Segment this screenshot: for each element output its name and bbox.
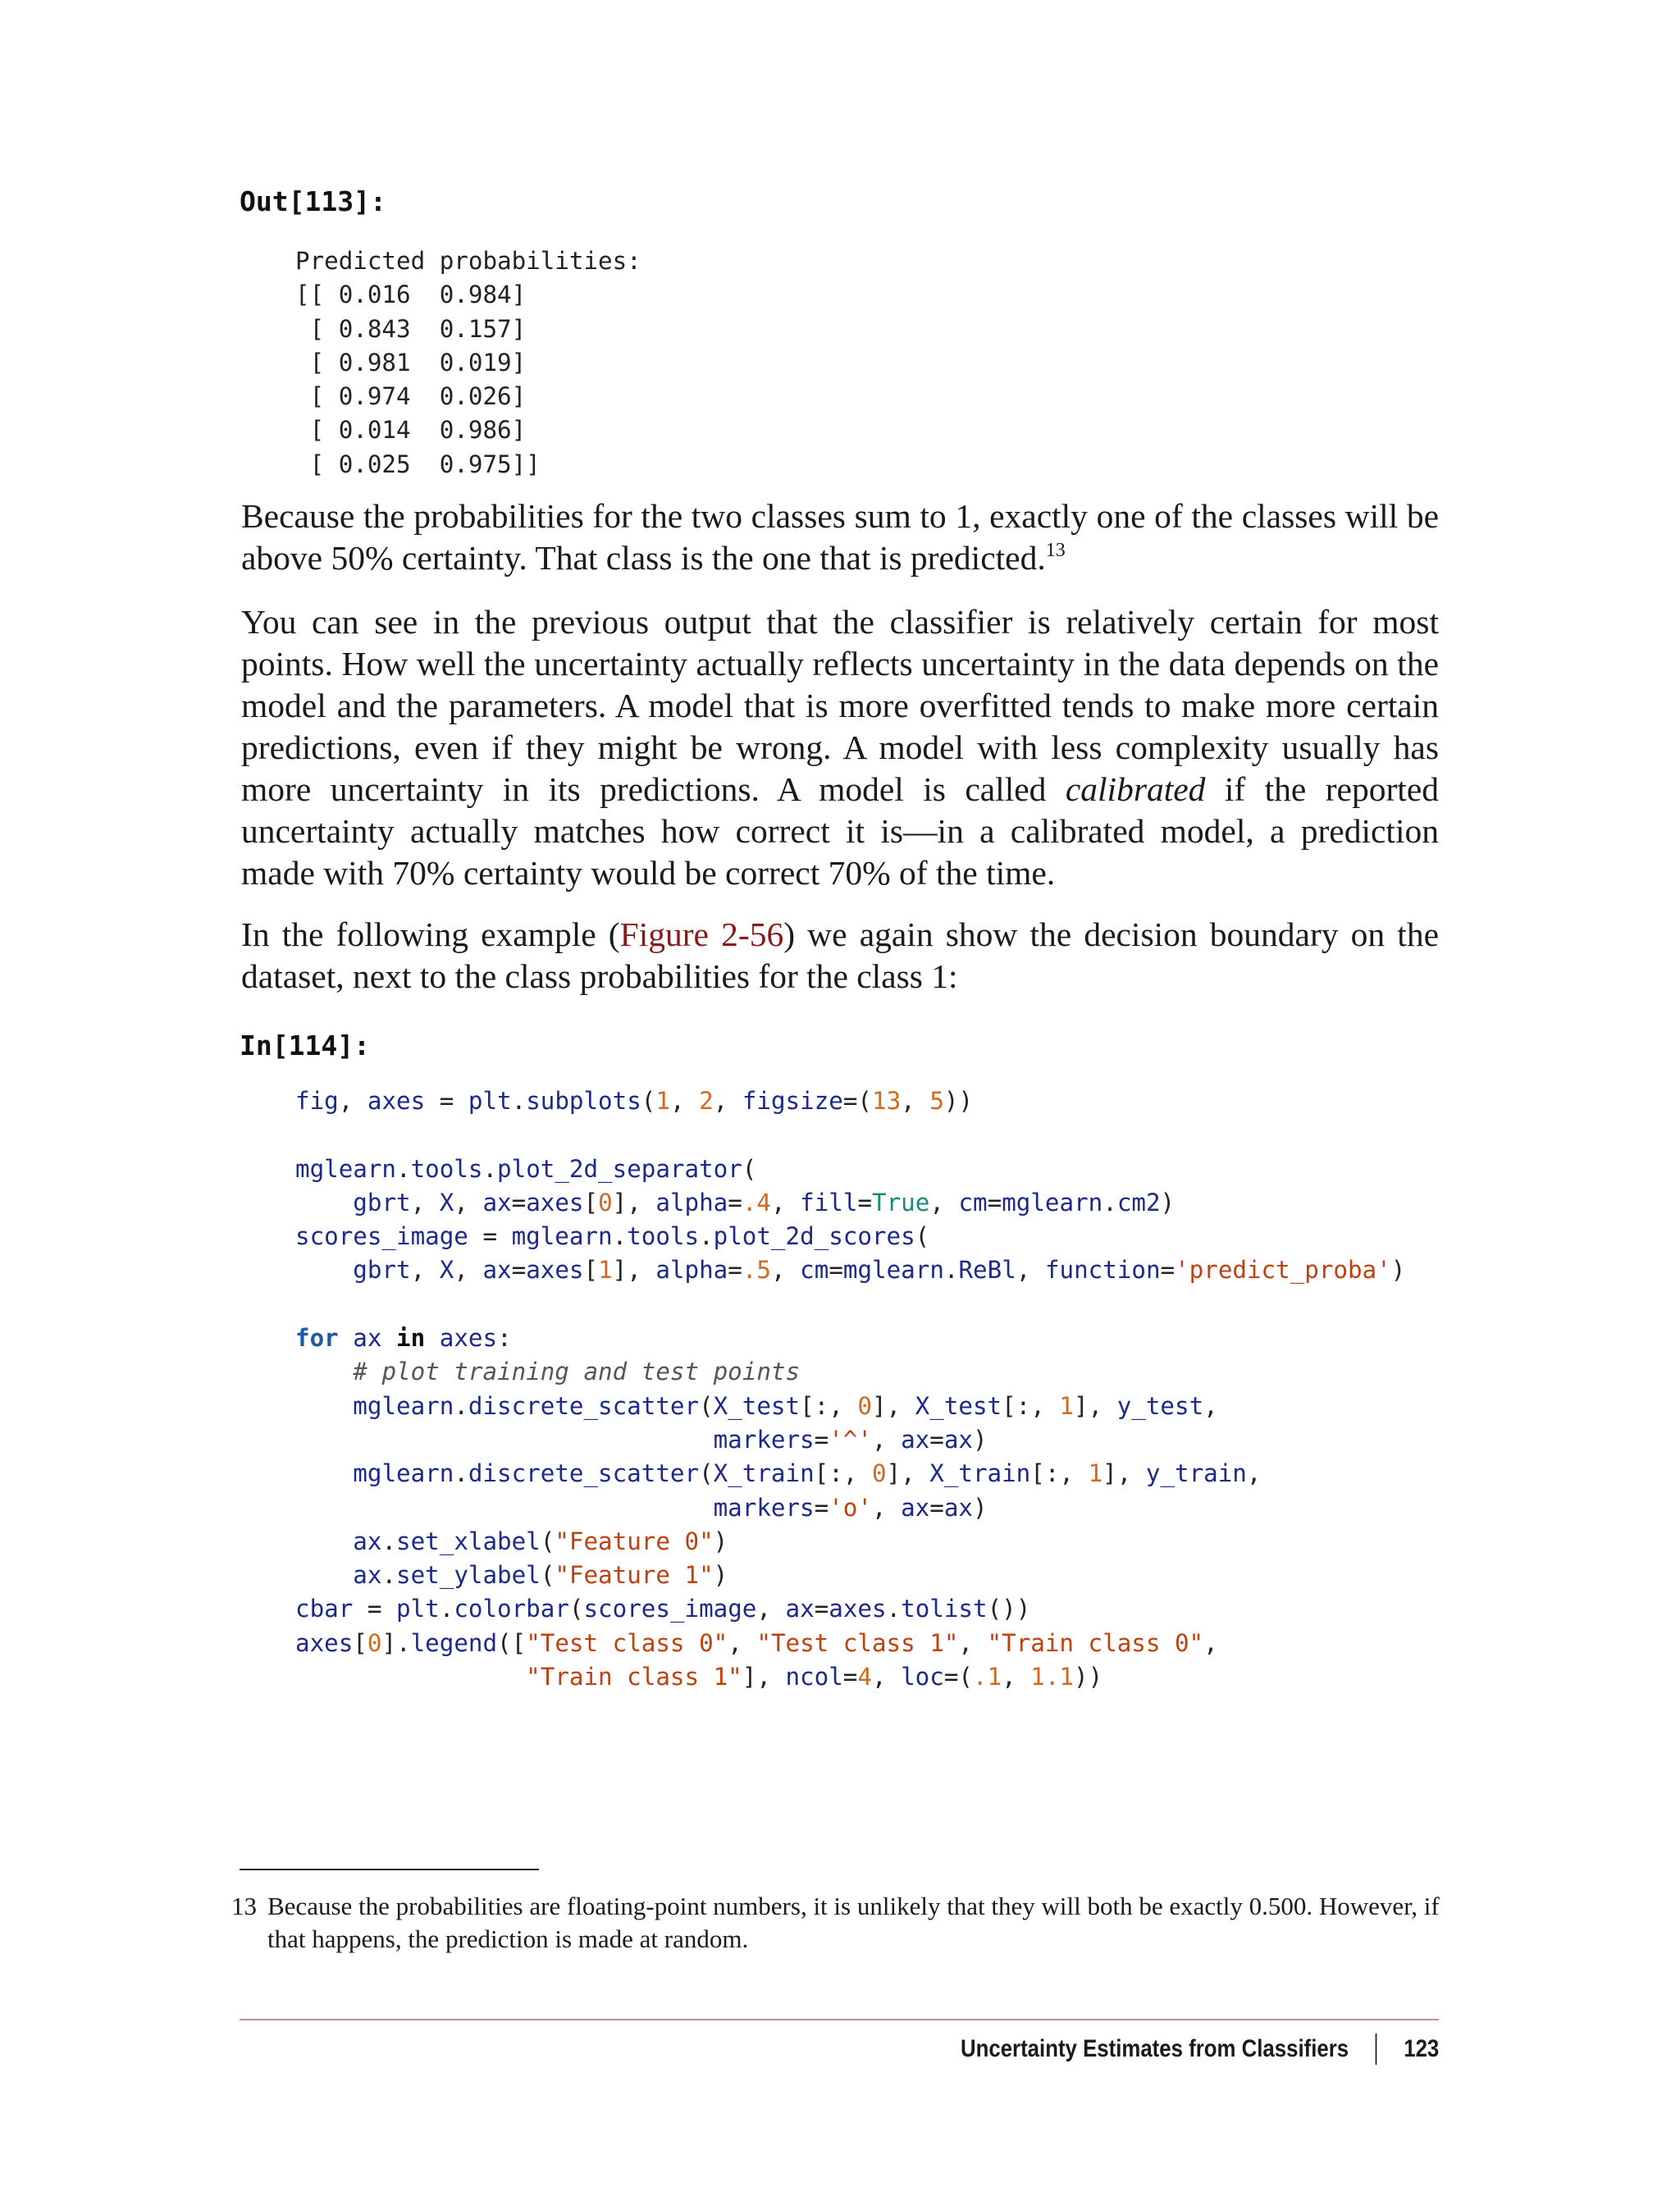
output-line: [ 0.025 0.975]] [295,450,541,478]
paragraph-text: You can see in the previous output that the classifier is relatively certain for most points. How well the uncertainty actually reflects uncertainty in the data depends on the model and the parameters. A model that is more overfitted tends to make more certain predictions, even if they might be wrong. A model with less complexity usually has more uncertainty in its predictions. A model is called [241,603,1439,808]
input-prompt: In[114]: [240,1029,370,1061]
emphasis-term: calibrated [1065,770,1206,808]
page-footer [961,2033,1439,2066]
paragraph-text: Because the probabilities for the two classes sum to 1, exactly one of the classes will be above 50% certainty. That class is the one that is predicted. [241,497,1439,577]
output-line: [ 0.981 0.019] [295,348,527,377]
running-section-title: Uncertainty Estimates from Classifiers [960,2035,1349,2062]
output-line: Predicted probabilities: [295,247,641,275]
output-line: [ 0.014 0.986] [295,416,527,445]
paragraph-text: ) we again show the decision boundary on the dataset, next to the class probabilities for the class 1: [241,915,1440,995]
code-block: fig, axes = plt.subplots(1, 2, figsize=(13, 5)) mglearn.tools.plot_2d_separator( gbrt, X, ax=axes[0], alpha=.4, fill=True, cm=mglearn.cm2) scores_image = mglearn.tools.plot_2d_scores( gbrt, X, ax=axes[1], alpha=.5, cm=mglearn.ReBl, function='predict_proba') for ax in axes: # plot training and test points mglearn.discrete_scatter(X_test[:, 0], X_test[:, 1], y_test, markers='^', ax=ax) mglearn.discrete_scatter(X_train[:, 0], X_train[:, 1], y_train, markers='o', ax=ax) ax.set_xlabel("Feature 0") ax.set_ylabel("Feature 1") cbar = plt.colorbar(scores_image, ax=axes.tolist()) axes[0].legend(["Test class 0", "Test class 1", "Train class 0", "Train class 1"], ncol=4, loc=(.1, 1.1)) [295,1087,1406,1691]
paragraph-text: if the reported uncertainty actually matches how correct it is—in a calibrated model, a prediction made with 70% certainty would be correct 70% of the time. [241,770,1439,892]
output-prompt: Out[113]: [240,185,386,217]
footnote [231,1890,1445,1956]
footer-divider [240,2019,1439,2020]
output-block [295,244,641,482]
footnote-number: 13 [231,1892,257,1920]
output-line: [ 0.843 0.157] [295,314,527,343]
footer-separator [1376,2034,1377,2065]
footnote-divider [240,1869,539,1870]
paragraph-calibration [241,601,1439,894]
figure-link[interactable]: Figure 2-56 [619,915,784,953]
paragraph-probabilities-sum [241,495,1439,579]
output-line: [ 0.974 0.026] [295,382,527,411]
paragraph-example-intro [241,914,1439,998]
page-number: 123 [1403,2035,1439,2062]
paragraph-text: In the following example ( [241,915,620,953]
footnote-ref[interactable]: 13 [1045,540,1066,561]
output-line: [[ 0.016 0.984] [295,281,527,309]
footnote-text: Because the probabilities are floating-point numbers, it is unlikely that they will both be exactly 0.500. However, if that happens, the prediction is made at random. [267,1892,1440,1953]
